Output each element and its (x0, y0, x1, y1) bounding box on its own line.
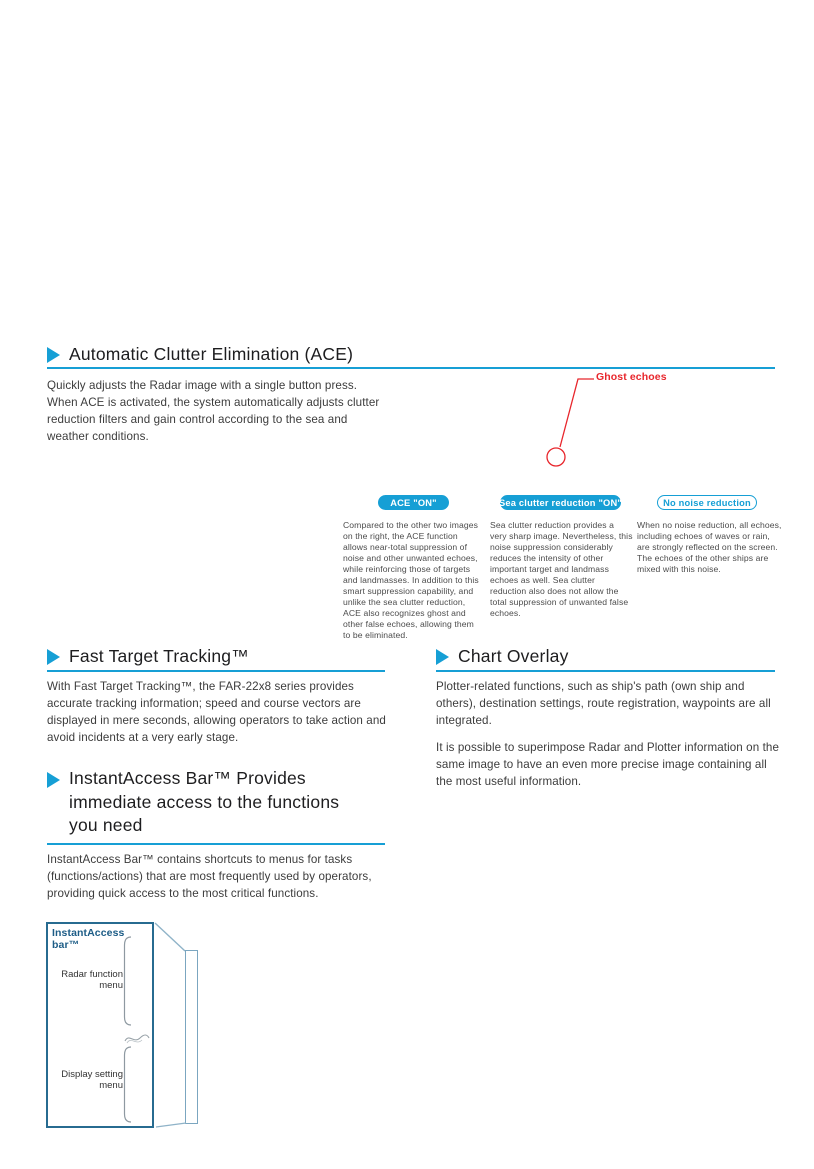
section-heading-chart-overlay (436, 645, 569, 669)
section-title-ftt: Fast Target Tracking™ (69, 646, 249, 666)
section-rule-instant-access (47, 843, 385, 845)
section-heading-instant-access (47, 767, 339, 838)
section-rule-chart-overlay (436, 670, 775, 672)
section-rule-ftt (47, 670, 385, 672)
ftt-paragraph: With Fast Target Tracking™, the FAR-22x8 series provides accurate tracking information; speed and course vectors are displayed in mere seconds, allowing operators to take action and avoid incidents at a very early stage. (47, 680, 386, 744)
bar-side-panel (186, 951, 198, 1124)
triangle-bullet-icon (436, 649, 449, 665)
ghost-echoes-label: Ghost echoes (596, 371, 667, 383)
diagram-label-display-setting-menu: Display setting menu (61, 1069, 123, 1091)
section-title-instant-access (69, 767, 339, 838)
comparison-text-no-reduction: When no noise reduction, all echoes, including echoes of waves or rain, are strongly reflected on the screen. The echoes of the other ships are mixed with this noise. (637, 520, 782, 574)
triangle-bullet-icon (47, 347, 60, 363)
panel-bottom-edge (156, 1123, 186, 1127)
diagram-label-radar-function-menu: Radar function menu (61, 969, 123, 991)
section-title-chart-overlay: Chart Overlay (458, 646, 569, 666)
section-heading-ftt (47, 645, 249, 669)
comparison-text-sea-clutter: Sea clutter reduction provides a very sharp image. Nevertheless, this noise suppression considerably reduces the intensity of other important target and landmass echoes as well. Sea clutter reduction also does not allow the total suppression of unwanted false echoes. (490, 520, 633, 618)
chart-overlay-paragraphs (436, 678, 786, 800)
pill-ace-on: ACE "ON" (378, 495, 449, 510)
comparison-text-ace: Compared to the other two images on the right, the ACE function allows near-total suppression of noise and other unwanted echoes, while reinforcing those of targets and landmasses. In addition to this smart suppression capability, and unlike the sea clutter reduction, ACE also recognizes ghost and other false echoes, allowing them to be eliminated. (343, 520, 479, 640)
panel-top-edge (155, 923, 185, 951)
chart-overlay-paragraph-1: Plotter-related functions, such as ship's path (own ship and others), destination settings, route registration, waypoints are all integrated. (436, 680, 771, 727)
title-line-3: you need (69, 815, 143, 835)
pill-no-noise-reduction: No noise reduction (657, 495, 757, 510)
title-line-2: immediate access to the functions (69, 791, 340, 812)
triangle-bullet-icon (47, 649, 60, 665)
triangle-bullet-icon (47, 772, 60, 788)
pill-sea-clutter-on: Sea clutter reduction "ON" (500, 495, 621, 510)
section-heading-ace (47, 343, 353, 367)
chart-overlay-paragraph-2: It is possible to superimpose Radar and Plotter information on the same image to have an even more precise image containing all the most useful information. (436, 741, 779, 788)
ghost-echoes-callout-icon (540, 368, 680, 480)
ace-intro-paragraph: Quickly adjusts the Radar image with a single button press. When ACE is activated, the system automatically adjusts clutter reduction filters and gain control according to the sea and weather conditions. (47, 379, 380, 443)
section-title-ace: Automatic Clutter Elimination (ACE) (69, 344, 354, 364)
instant-access-paragraph: InstantAccess Bar™ contains shortcuts to menus for tasks (functions/actions) that are most frequently used by operators, providing quick access to the most critical functions. (47, 853, 372, 900)
title-line-1: InstantAccess Bar™ Provides (69, 768, 306, 788)
section-rule-ace (47, 367, 775, 369)
diagram-title: InstantAccess bar™ (52, 927, 125, 951)
instantaccess-bar-diagram (46, 922, 154, 1128)
